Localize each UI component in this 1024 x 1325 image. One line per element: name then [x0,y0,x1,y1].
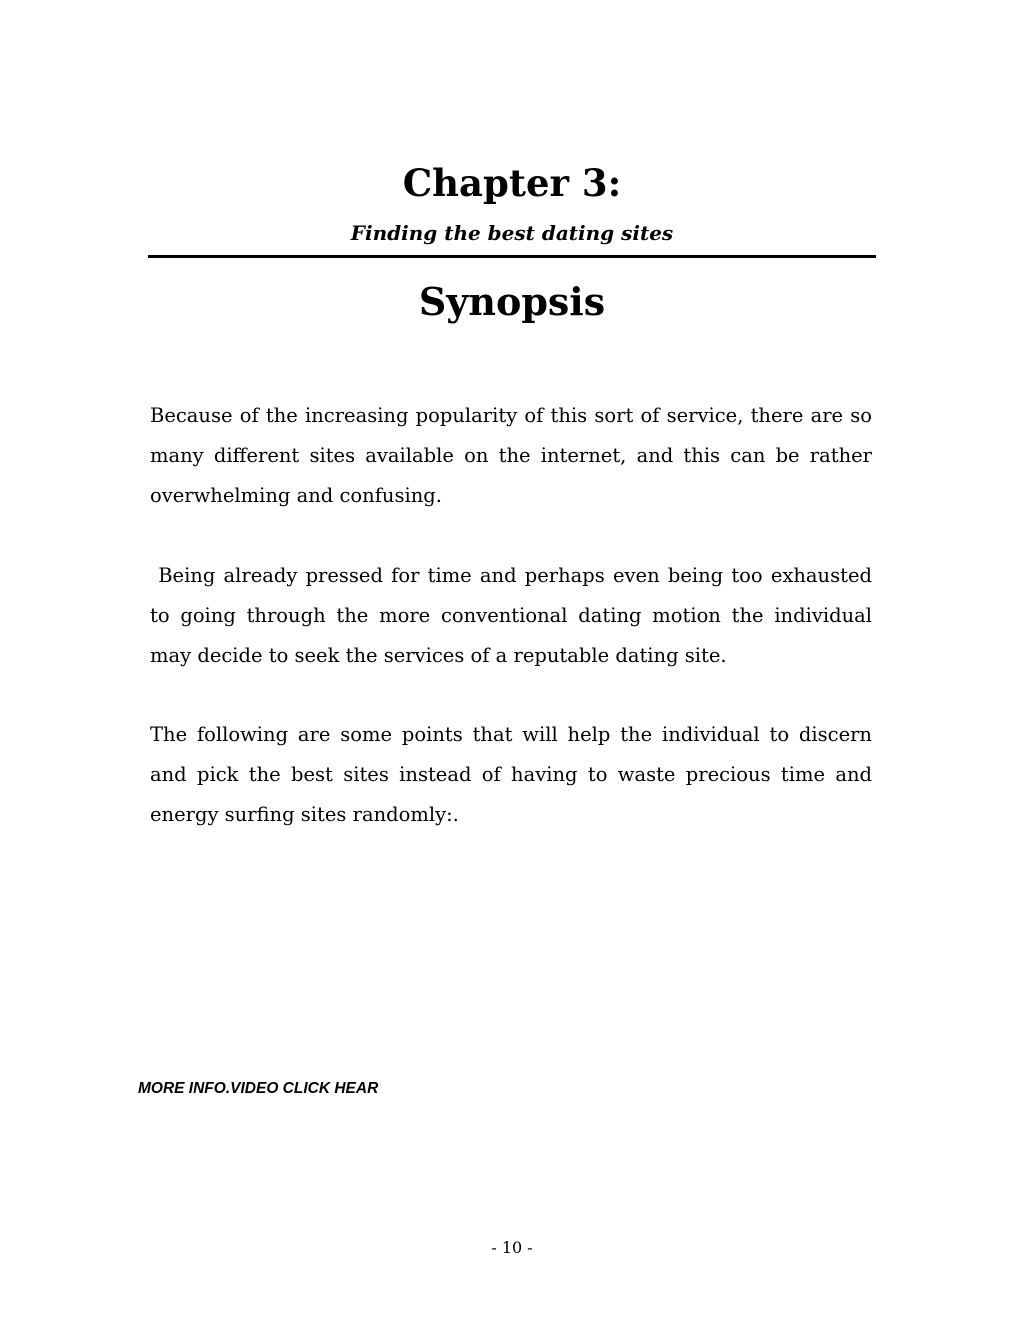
body-paragraph: The following are some points that will help the individual to discern and pick the best sites instead of having to waste precious time and energy surfing sites randomly:. [150,723,872,826]
chapter-subtitle: Finding the best dating sites [350,221,674,245]
header-divider [148,255,876,258]
chapter-title: Chapter 3: [402,161,622,205]
body-paragraph: Because of the increasing popularity of this sort of service, there are so many different sites available on the internet, and this can be rather overwhelming and confusing. [150,404,872,507]
page-number: - 10 - [491,1238,533,1257]
body-paragraph: Being already pressed for time and perhaps even being too exhausted to going through the more conventional dating motion the individual may decide to seek the services of a reputable dating site. [150,564,872,667]
more-info-video-link[interactable]: MORE INFO.VIDEO CLICK HEAR [138,1080,379,1097]
section-heading: Synopsis [418,279,606,324]
